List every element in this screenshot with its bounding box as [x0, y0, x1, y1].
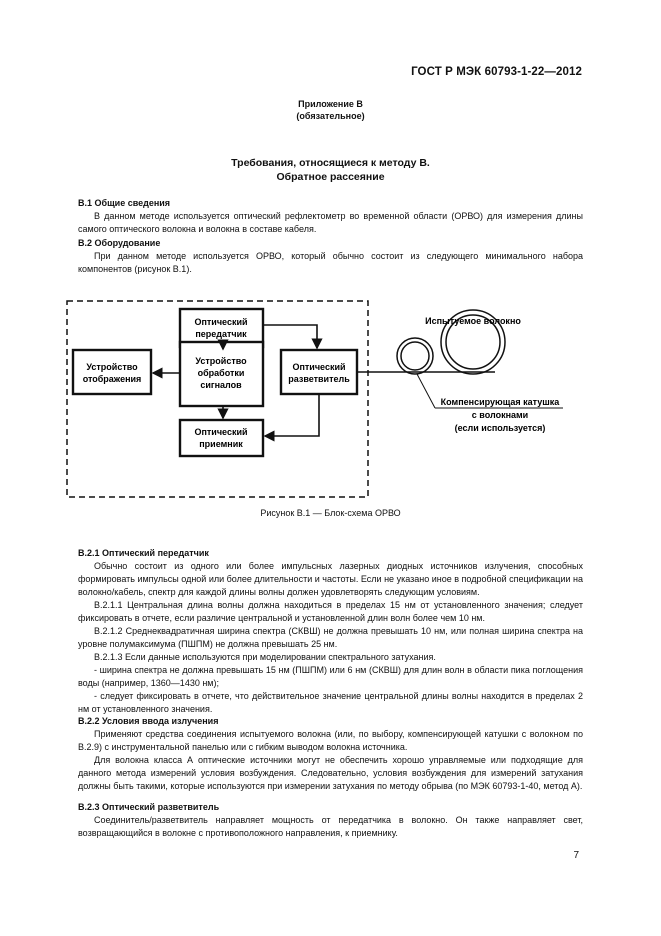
section-heading-b2: В.2 Оборудование [78, 238, 161, 248]
receiver-label-1: Оптический [194, 427, 248, 437]
receiver-label-2: приемник [199, 439, 243, 449]
processor-block [180, 342, 263, 406]
display-label-2: отображения [82, 374, 142, 384]
paragraph-b22-2: Для волокна класса А оптические источники могут не обеспечить хорошо управляемые или подходящие для данного метода измерений условия возбуждения. Следовательно, условия возбуждения для измерений затухания должны быть такими, которые используются при измерении затухания по методу обрыва (по МЭК 60793-1-40, метод А). [78, 755, 583, 791]
document-header: ГОСТ Р МЭК 60793-1-22—2012 [411, 66, 582, 78]
splitter-block [281, 350, 357, 394]
arrow-splitter-receiver [265, 394, 319, 436]
page-number: 7 [573, 850, 579, 861]
paragraph-b213-item1: - ширина спектра не должна превышать 15 нм (ПШПМ) или 6 нм (СКВШ) для длин волн в области пика поглощения воды (например, 1360—1430 нм); [78, 665, 583, 688]
coil-label-2: с волокнами [471, 410, 529, 420]
section-heading-b21: В.2.1 Оптический передатчик [78, 548, 209, 558]
coil-label-1: Компенсирующая катушка [440, 397, 560, 407]
coil-label-3: (если используется) [454, 423, 546, 433]
paragraph-b213-item2: - следует фиксировать в отчете, что действительное значение центральной длины волны находится в пределах 2 нм от установленного значения. [78, 691, 583, 714]
main-title-line2: Обратное рассеяние [276, 171, 385, 183]
paragraph-b213: В.2.1.3 Если данные используются при моделировании спектрального затухания. [94, 652, 436, 662]
section-heading-b1: В.1 Общие сведения [78, 198, 171, 208]
processor-label-1: Устройство [195, 356, 247, 366]
paragraph-b212: В.2.1.2 Среднеквадратичная ширина спектра (СКВШ) не должна превышать 10 нм, или полная ширина спектра на уровне полумаксимума (ПШПМ) не должна превышать 25 нм. [78, 626, 583, 649]
fiber-under-test-label: Испытуемое волокно [425, 316, 521, 326]
section-heading-b22: В.2.2 Условия ввода излучения [78, 716, 219, 726]
transmitter-label-1: Оптический [194, 317, 248, 327]
receiver-block [180, 420, 263, 456]
section-heading-b23: В.2.3 Оптический разветвитель [78, 802, 220, 812]
paragraph-b211: В.2.1.1 Центральная длина волны должна находиться в пределах 15 нм от установленного значения; следует фиксировать в отчете, если различие центральной и установленной длин волн более чем 10 нм. [78, 600, 583, 623]
paragraph-b21-1: Обычно состоит из одного или более импульсных лазерных диодных источников излучения, способных формировать импульсы одной или более длительности и частоты. Если не указано иное в подробной спецификации на волокно/кабель, спектр для каждой длины волны должен удовлетворять следующим условиям. [78, 561, 583, 597]
annex-status: (обязательное) [296, 111, 365, 121]
display-label-1: Устройство [86, 362, 138, 372]
otdr-block-diagram [55, 290, 595, 508]
processor-label-2: обработки [197, 368, 245, 378]
paragraph-b22-1: Применяют средства соединения испытуемого волокна (или, по выбору, компенсирующей катушки с волокном по В.2.9) с инструментальной панелью или с гибким выводом волокна источника. [78, 729, 583, 752]
splitter-label-2: разветвитель [288, 374, 350, 384]
paragraph-b23: Соединитель/разветвитель направляет мощность от передатчика в волокно. Он также направляет свет, возвращающийся в волокне с противоположного направления, к приемнику. [78, 815, 583, 838]
annex-title: Приложение В [298, 99, 363, 109]
display-block [73, 350, 151, 394]
coil-leader-line [417, 374, 435, 408]
processor-label-3: сигналов [200, 380, 242, 390]
main-title-line1: Требования, относящиеся к методу В. [231, 157, 430, 169]
splitter-label-1: Оптический [292, 362, 346, 372]
arrow-transmitter-splitter [263, 325, 317, 348]
paragraph-b1: В данном методе используется оптический рефлектометр во временной области (ОРВО) для измерения длины самого оптического волокна и волокна в составе кабеля. [78, 211, 583, 234]
paragraph-b2: При данном методе используется ОРВО, который обычно состоит из следующего минимального набора компонентов (рисунок В.1). [78, 251, 583, 274]
figure-caption: Рисунок В.1 — Блок-схема ОРВО [260, 508, 401, 518]
compensating-coil [397, 338, 433, 374]
transmitter-label-2: передатчик [195, 329, 247, 339]
